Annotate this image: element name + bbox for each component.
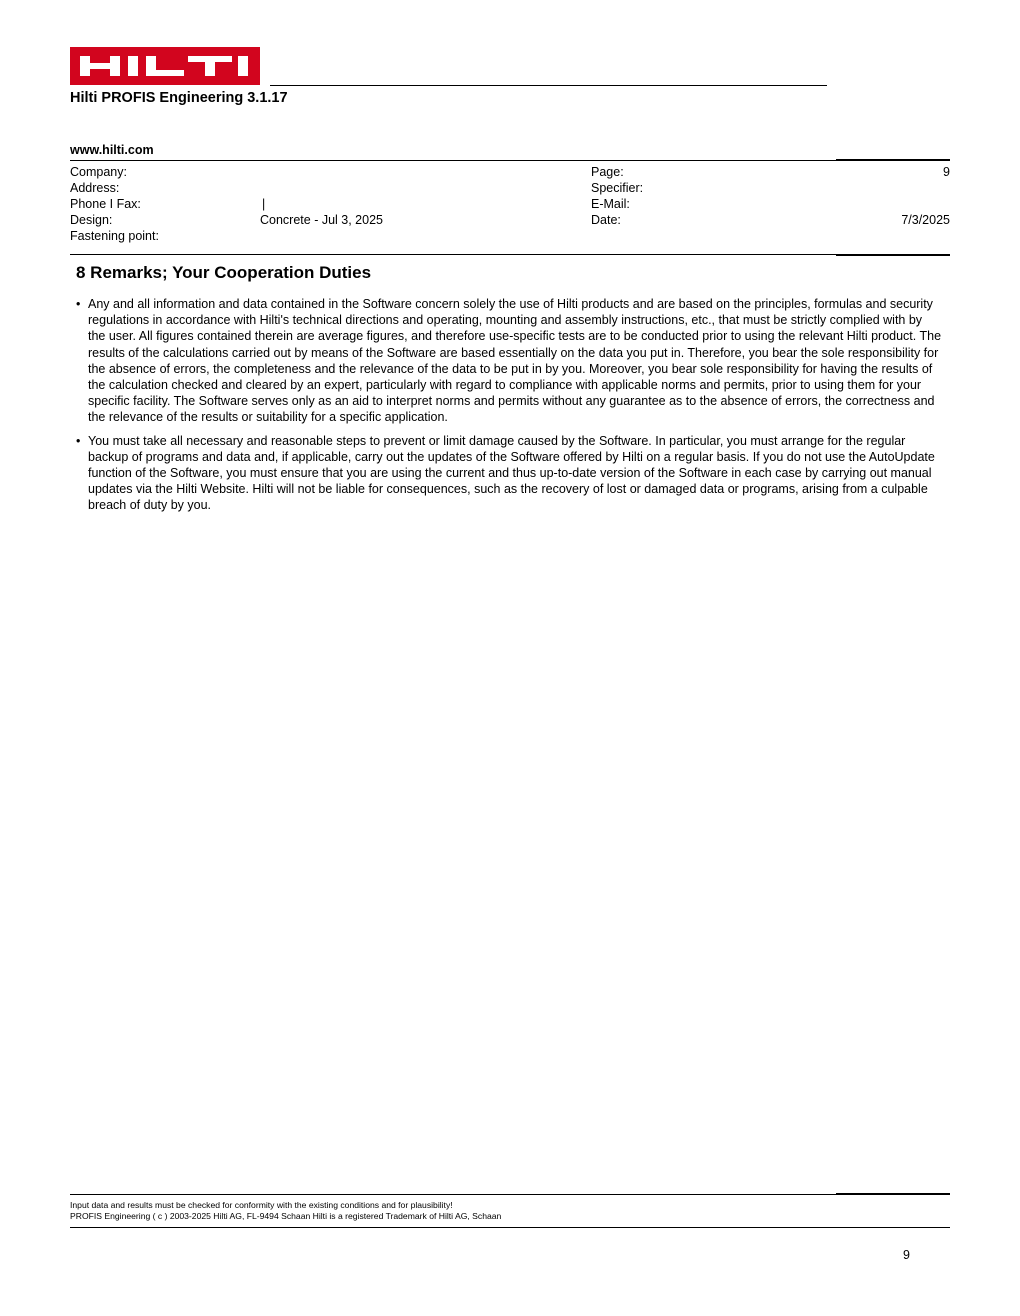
date-value: 7/3/2025 <box>901 213 950 227</box>
website-link[interactable]: www.hilti.com <box>70 143 154 157</box>
list-item <box>76 433 942 514</box>
phone-fax-label: Phone I Fax: <box>70 197 141 211</box>
footer-disclaimer: Input data and results must be checked for conformity with the existing conditions and for plausibility! <box>70 1200 453 1210</box>
header-divider-top <box>270 85 827 86</box>
hilti-logo <box>70 47 260 85</box>
list-item <box>76 296 942 426</box>
header-rule-top <box>70 160 950 161</box>
company-label: Company: <box>70 165 127 179</box>
hilti-logo-mark <box>70 47 260 85</box>
product-title: Hilti PROFIS Engineering 3.1.17 <box>70 90 288 106</box>
date-label: Date: <box>591 213 621 227</box>
footer-rule-top-accent <box>836 1193 950 1195</box>
fastening-point-label: Fastening point: <box>70 229 159 243</box>
page-label: Page: <box>591 165 624 179</box>
design-value: Concrete - Jul 3, 2025 <box>260 213 383 227</box>
header-rule-top-accent <box>836 159 950 161</box>
address-label: Address: <box>70 181 120 195</box>
design-label: Design: <box>70 213 113 227</box>
bullet-icon: • <box>76 433 81 448</box>
phone-fax-value: | <box>262 197 266 211</box>
section-title: 8 Remarks; Your Cooperation Duties <box>76 263 372 282</box>
page-number: 9 <box>903 1248 910 1262</box>
email-label: E-Mail: <box>591 197 630 211</box>
specifier-label: Specifier: <box>591 181 644 195</box>
remarks-list <box>76 296 942 521</box>
footer-rule-bottom <box>70 1227 950 1228</box>
footer-copyright: PROFIS Engineering ( c ) 2003-2025 Hilti AG, FL-9494 Schaan Hilti is a registered Trademark of Hilti AG, Schaan <box>70 1211 502 1221</box>
header-rule-bottom <box>70 254 950 255</box>
remark-text: Any and all information and data contained in the Software concern solely the use of Hilti products and are based on the principles, formulas and security regulations in accordance with Hilti's technical directions and operating, mounting and assembly instructions, etc., that must be strictly complied with by the user. All figures contained therein are average figures, and therefore use-specific tests are to be conducted prior to using the relevant Hilti product. The results of the calculations carried out by means of the Software are based essentially on the data you put in. Therefore, you bear the sole responsibility for the absence of errors, the completeness and the relevance of the data to be put in by you. Moreover, you bear sole responsibility for having the results of the calculation checked and cleared by an expert, particularly with regard to compliance with applicable norms and permits, prior to using them for your specific facility. The Software serves only as an aid to interpret norms and permits without any guarantee as to the absence of errors, the correctness and the relevance of the results or suitability for a specific application. <box>88 297 942 425</box>
header-rule-bottom-accent <box>836 254 950 256</box>
page-value: 9 <box>943 165 950 179</box>
footer-rule-top <box>70 1194 950 1195</box>
remark-text: You must take all necessary and reasonable steps to prevent or limit damage caused by the Software. In particular, you must arrange for the regular backup of programs and data and, if applicable, carry out the updates of the Software offered by Hilti on a regular basis. If you do not use the AutoUpdate function of the Software, you must ensure that you are using the current and thus up-to-date version of the Software in each case by carrying out manual updates via the Hilti Website. Hilti will not be liable for consequences, such as the recovery of lost or damaged data or programs, arising from a culpable breach of duty by you. <box>88 433 935 513</box>
bullet-icon: • <box>76 297 81 311</box>
